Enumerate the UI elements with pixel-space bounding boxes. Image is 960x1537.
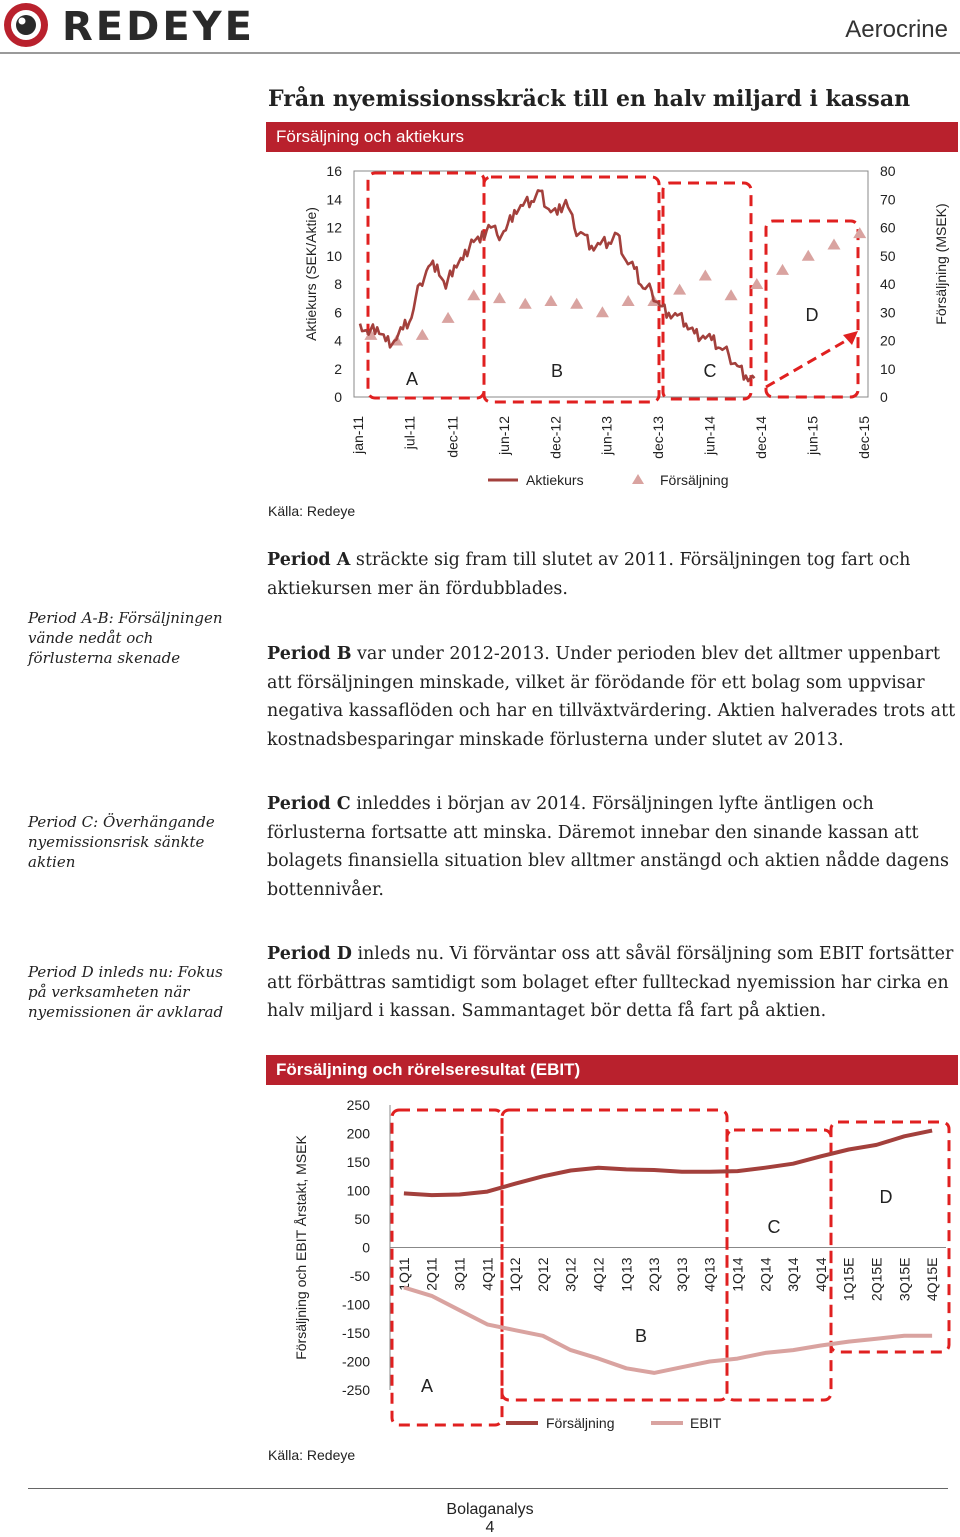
y-tick-label: 2 — [334, 360, 342, 377]
paragraph-period-a — [267, 546, 957, 603]
x-tick-label: 3Q14 — [785, 1257, 802, 1292]
sales-marker — [596, 306, 609, 317]
x-tick-label: 2Q15E — [868, 1257, 885, 1302]
y-tick-label: -200 — [341, 1353, 370, 1370]
period-lead: Period B — [267, 644, 352, 664]
sales-marker — [442, 312, 455, 323]
x-tick-label: dec-15 — [856, 416, 872, 459]
chart2-labels — [421, 1187, 893, 1431]
period-box-b — [502, 1110, 727, 1400]
legend-sales-label: Försäljning — [546, 1415, 615, 1431]
period-lead: Period C — [267, 794, 351, 814]
x-tick-label: 4Q14 — [812, 1257, 829, 1292]
footer — [420, 1501, 560, 1537]
sales-marker — [622, 295, 635, 306]
y2-tick-label: 70 — [880, 191, 896, 208]
arrow-line — [766, 336, 854, 387]
period-label: B — [550, 361, 564, 381]
x-tick-label: 3Q11 — [451, 1257, 468, 1291]
eye-logo-icon — [0, 0, 56, 50]
sales-marker — [544, 295, 557, 306]
paragraph-text: inleds nu. Vi förväntar oss att såväl försäljning som EBIT fortsätter att förbättras samtidigt som bolaget efter fullteckad nyemission har cirka en halv miljard i kassan. Sammantaget bör detta få fart på aktien. — [267, 944, 954, 1021]
sales-marker — [467, 289, 480, 300]
sidebar-note-c: Period C: Överhängande nyemissionsrisk sänkte aktien — [28, 813, 215, 871]
period-lead: Period A — [267, 550, 351, 570]
chart1-period-boxes — [368, 173, 858, 402]
x-tick-label: 1Q12 — [507, 1257, 524, 1292]
legend-sales-swatch — [632, 474, 644, 484]
footer-divider — [28, 1488, 948, 1489]
x-tick-label: 4Q13 — [701, 1257, 718, 1292]
period-label: A — [405, 369, 419, 389]
y2-axis-label: Försäljning (MSEK) — [933, 203, 949, 325]
paragraph-period-b — [267, 640, 957, 754]
period-label: D — [879, 1187, 893, 1207]
x-tick-label: dec-12 — [547, 416, 564, 459]
legend-ebit-label: EBIT — [690, 1415, 722, 1431]
sidebar-note-a-b: Period A-B: Försäljningen vände nedåt och förlusterna skenade — [28, 609, 223, 667]
series-line-sales — [404, 1131, 932, 1196]
period-box-a — [368, 173, 484, 398]
footer-label: Bolaganalys — [446, 1501, 534, 1518]
y-tick-label: 100 — [346, 1182, 370, 1199]
x-tick-label: jan-11 — [350, 416, 366, 454]
sales-marker — [416, 329, 429, 340]
y2-tick-label: 80 — [880, 163, 896, 179]
y-tick-label: -50 — [349, 1268, 370, 1284]
chart1-axes — [303, 163, 949, 459]
y2-tick-label: 50 — [880, 247, 896, 264]
legend-sales-label: Försäljning — [660, 472, 729, 488]
y-tick-label: 12 — [326, 219, 342, 236]
period-label: A — [420, 1376, 434, 1396]
x-tick-label: jun-14 — [701, 416, 718, 455]
y-axis-label: Försäljning och EBIT Årstakt, MSEK — [293, 1135, 309, 1360]
y2-tick-label: 60 — [880, 219, 896, 236]
sales-marker — [493, 292, 506, 303]
y2-tick-label: 40 — [880, 276, 896, 292]
x-tick-label: jun-15 — [804, 416, 821, 455]
header-divider — [0, 52, 960, 54]
x-tick-label: 4Q15E — [924, 1257, 941, 1302]
paragraph-period-d — [267, 940, 957, 1026]
y2-tick-label: 20 — [880, 332, 896, 349]
arrow-head — [843, 331, 858, 345]
x-tick-label: 1Q14 — [729, 1257, 746, 1292]
y2-tick-label: 10 — [880, 360, 896, 377]
y-tick-label: 0 — [334, 389, 342, 405]
sales-marker — [802, 250, 815, 261]
period-label: C — [767, 1217, 781, 1237]
page-number: 4 — [485, 1519, 495, 1536]
x-tick-label: jul-11 — [401, 416, 418, 450]
paragraph-period-c — [267, 790, 957, 904]
period-lead: Period D — [267, 944, 352, 964]
chart2-series — [404, 1131, 932, 1373]
sales-marker — [699, 270, 712, 281]
y-tick-label: 6 — [334, 304, 342, 321]
y2-tick-label: 30 — [880, 304, 896, 321]
period-label: D — [805, 305, 819, 325]
period-label: C — [703, 361, 717, 381]
y-tick-label: 10 — [326, 247, 342, 264]
y-axis-label: Aktiekurs (SEK/Aktie) — [303, 207, 319, 341]
sales-marker — [776, 264, 789, 275]
sales-ebit-chart — [266, 1090, 956, 1440]
page-title: Från nyemissionsskräck till en halv miljard i kassan — [268, 86, 911, 112]
chart1-sales-markers — [364, 227, 866, 345]
company-name: Aerocrine — [845, 16, 948, 43]
sidebar-note-d: Period D inleds nu: Fokus på verksamheten när nyemissionen är avklarad — [28, 963, 224, 1021]
stock-price-line — [360, 190, 755, 381]
x-tick-label: 2Q13 — [646, 1257, 663, 1292]
x-tick-label: jun-13 — [598, 416, 615, 455]
x-tick-label: 3Q13 — [673, 1257, 690, 1292]
paragraph-text: var under 2012-2013. Under perioden blev det alltmer uppenbart att försäljningen minskade, vilket är förödande för ett bolag som uppvisar negativa kassaflöden och har en tillväxtvärdering. Aktien halverades trots att kostnadsbesparingar minskade förlusterna under slutet av 2013. — [267, 644, 956, 750]
chart1-stock-line — [360, 190, 755, 381]
x-tick-label: 2Q11 — [423, 1257, 440, 1291]
x-tick-label: jun-12 — [495, 416, 512, 455]
x-tick-label: dec-14 — [753, 415, 770, 459]
x-tick-label: 1Q11 — [395, 1257, 412, 1291]
sales-marker — [673, 284, 686, 295]
section-heading-sales-ebit: Försäljning och rörelseresultat (EBIT) — [266, 1055, 958, 1085]
x-tick-label: 3Q15E — [896, 1257, 913, 1302]
y-tick-label: 200 — [346, 1125, 370, 1142]
period-label: B — [634, 1326, 648, 1346]
x-tick-label: 4Q12 — [590, 1257, 607, 1292]
source-note: Källa: Redeye — [268, 1447, 356, 1463]
x-tick-label: 2Q12 — [534, 1257, 551, 1292]
x-tick-label: 1Q13 — [618, 1257, 635, 1292]
sales-marker — [827, 238, 840, 249]
y-tick-label: 250 — [346, 1097, 370, 1113]
y-tick-label: 4 — [334, 332, 342, 349]
period-box-d — [831, 1122, 949, 1352]
paragraph-text: inleddes i början av 2014. Försäljningen lyfte äntligen och förlusterna fortsatte att minska. Däremot innebar den sinande kassan att bolagets finansiella situation blev alltmer anstängd och aktien nådde dagens bottennivåer. — [267, 794, 950, 900]
y2-tick-label: 0 — [880, 389, 888, 405]
sales-marker — [519, 298, 532, 309]
y-tick-label: 8 — [334, 276, 342, 292]
y-tick-label: 0 — [362, 1239, 370, 1256]
x-tick-label: dec-11 — [444, 416, 461, 458]
x-tick-label: 2Q14 — [757, 1257, 774, 1292]
y-tick-label: 50 — [354, 1211, 370, 1227]
section-heading-sales-stock: Försäljning och aktiekurs — [266, 122, 958, 152]
y-tick-label: 150 — [346, 1154, 370, 1170]
plot-frame — [354, 171, 868, 397]
source-note: Källa: Redeye — [268, 503, 356, 519]
stock-sales-chart — [266, 155, 956, 500]
x-tick-label: 1Q15E — [840, 1257, 857, 1302]
sales-marker — [725, 289, 738, 300]
sales-marker — [570, 298, 583, 309]
sales-marker — [853, 227, 866, 238]
y-tick-label: -100 — [341, 1296, 370, 1313]
x-tick-label: 4Q11 — [479, 1257, 496, 1291]
y-tick-label: 14 — [326, 191, 342, 208]
paragraph-text: sträckte sig fram till slutet av 2011. Försäljningen tog fart och aktiekursen mer än fördubblades. — [267, 550, 911, 599]
chart2-period-boxes — [392, 1110, 949, 1425]
x-tick-label: 3Q12 — [562, 1257, 579, 1292]
y-tick-label: -150 — [341, 1325, 370, 1341]
y-tick-label: 16 — [326, 163, 342, 179]
x-tick-label: dec-13 — [650, 416, 667, 459]
sales-marker — [750, 278, 763, 289]
legend-stock-label: Aktiekurs — [526, 472, 584, 488]
logo-wordmark: REDEYE — [62, 4, 255, 50]
y-tick-label: -250 — [341, 1382, 370, 1398]
